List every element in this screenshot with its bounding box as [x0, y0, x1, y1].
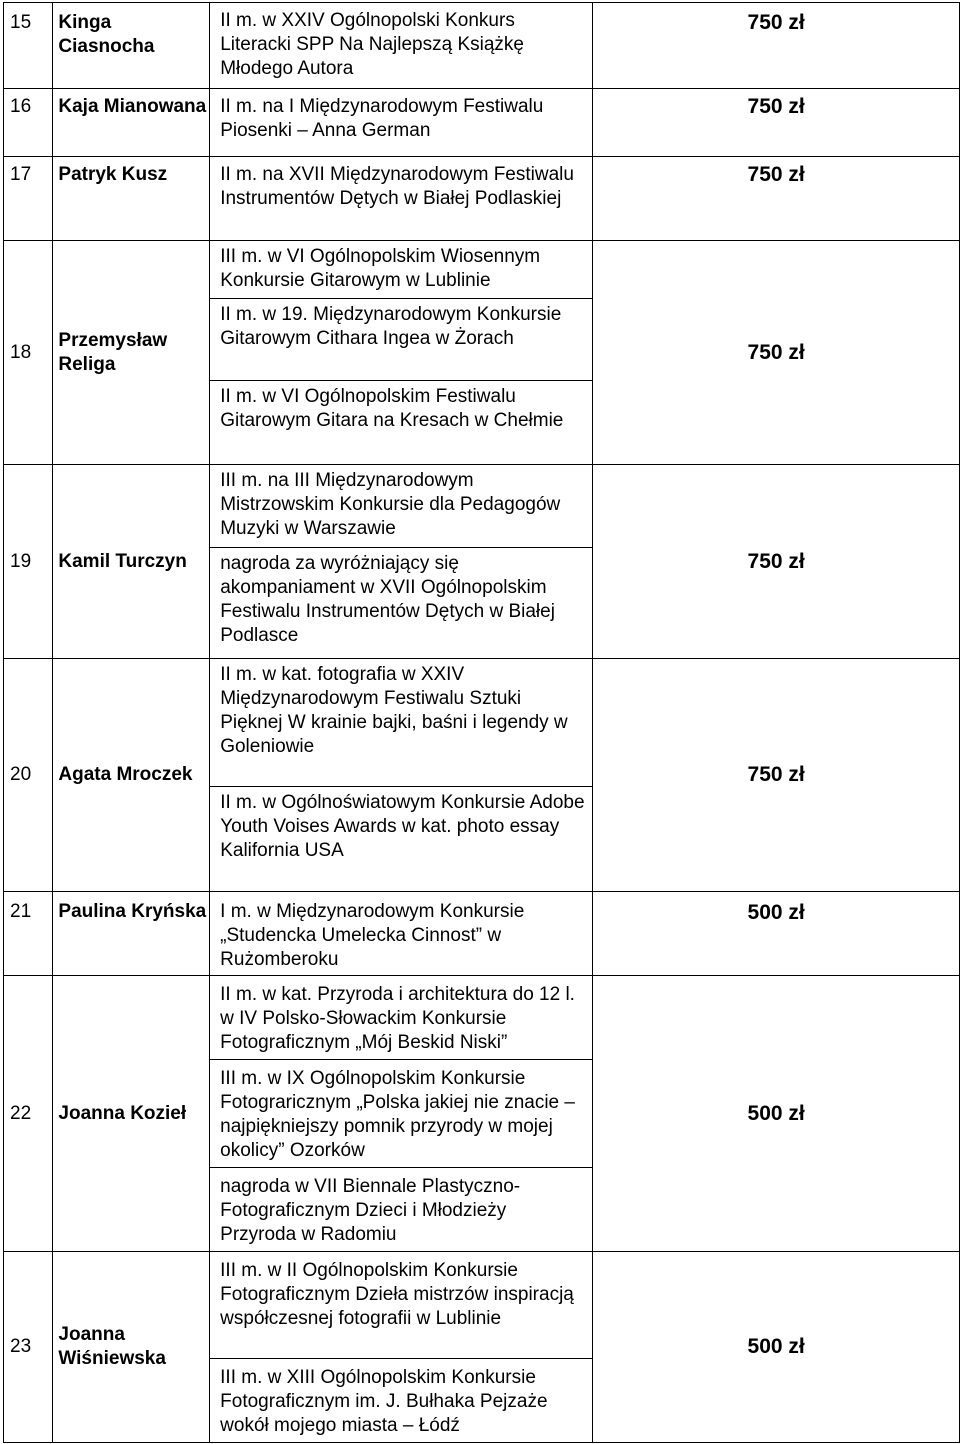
- table-row: [4, 465, 960, 548]
- student-name: Kinga Ciasnocha: [53, 3, 210, 89]
- table-row: [4, 892, 960, 976]
- award-amount: 500 zł: [593, 1252, 960, 1443]
- award-text: II m. w Ogólnoświatowym Konkursie Adobe Youth Voises Awards w kat. photo essay Kalifornia USA: [210, 787, 593, 892]
- table-row: [4, 89, 960, 157]
- row-number: 18: [4, 241, 53, 465]
- row-number: 23: [4, 1252, 53, 1443]
- award-amount: 500 zł: [593, 892, 960, 976]
- table-row: [4, 241, 960, 299]
- award-text: II m. w kat. Przyroda i architektura do 12 l. w IV Polsko-Słowackim Konkursie Fotograficznym „Mój Beskid Niski”: [210, 976, 593, 1060]
- row-number: 16: [4, 89, 53, 157]
- student-name: Joanna Wiśniewska: [53, 1252, 210, 1443]
- row-number: 22: [4, 976, 53, 1252]
- table-row: [4, 976, 960, 1060]
- table-row: [4, 3, 960, 89]
- row-number: 15: [4, 3, 53, 89]
- award-text: II m. na XVII Międzynarodowym Festiwalu Instrumentów Dętych w Białej Podlaskiej: [210, 157, 593, 241]
- award-text: II m. w 19. Międzynarodowym Konkursie Gitarowym Cithara Ingea w Żorach: [210, 299, 593, 381]
- award-amount: 750 zł: [593, 89, 960, 157]
- award-amount: 750 zł: [593, 659, 960, 892]
- award-text: nagroda za wyróżniający się akompaniament w XVII Ogólnopolskim Festiwalu Instrumentów Dętych w Białej Podlasce: [210, 548, 593, 659]
- table-row: [4, 659, 960, 787]
- award-amount: 500 zł: [593, 976, 960, 1252]
- row-number: 21: [4, 892, 53, 976]
- award-text: III m. w VI Ogólnopolskim Wiosennym Konkursie Gitarowym w Lublinie: [210, 241, 593, 299]
- student-name: Kamil Turczyn: [53, 465, 210, 659]
- award-text: III m. na III Międzynarodowym Mistrzowskim Konkursie dla Pedagogów Muzyki w Warszawie: [210, 465, 593, 548]
- row-number: 19: [4, 465, 53, 659]
- student-name: Przemysław Religa: [53, 241, 210, 465]
- award-text: III m. w II Ogólnopolskim Konkursie Fotograficznym Dzieła mistrzów inspiracją współczesnej fotografii w Lublinie: [210, 1252, 593, 1359]
- award-text: nagroda w VII Biennale Plastyczno-Fotograficznym Dzieci i Młodzieży Przyroda w Radomiu: [210, 1168, 593, 1252]
- student-name: Paulina Kryńska: [53, 892, 210, 976]
- student-name: Joanna Kozieł: [53, 976, 210, 1252]
- awards-table-1: [3, 2, 960, 892]
- award-text: II m. w XXIV Ogólnopolski Konkurs Literacki SPP Na Najlepszą Książkę Młodego Autora: [210, 3, 593, 89]
- award-amount: 750 zł: [593, 465, 960, 659]
- student-name: Patryk Kusz: [53, 157, 210, 241]
- award-amount: 750 zł: [593, 157, 960, 241]
- student-name: Agata Mroczek: [53, 659, 210, 892]
- award-text: III m. w XIII Ogólnopolskim Konkursie Fotograficznym im. J. Bułhaka Pejzaże wokół mojego miasta – Łódź: [210, 1359, 593, 1443]
- award-text: I m. w Międzynarodowym Konkursie „Studencka Umelecka Cinnost” w Rużomberoku: [210, 892, 593, 976]
- student-name: Kaja Mianowana: [53, 89, 210, 157]
- award-text: III m. w IX Ogólnopolskim Konkursie Fotograricznym „Polska jakiej nie znacie – najpiękniejszy pomnik przyrody w mojej okolicy” Ozorków: [210, 1060, 593, 1168]
- award-text: II m. na I Międzynarodowym Festiwalu Piosenki – Anna German: [210, 89, 593, 157]
- award-text: II m. w VI Ogólnopolskim Festiwalu Gitarowym Gitara na Kresach w Chełmie: [210, 381, 593, 465]
- table-row: [4, 157, 960, 241]
- award-amount: 750 zł: [593, 3, 960, 89]
- award-text: II m. w kat. fotografia w XXIV Międzynarodowym Festiwalu Sztuki Pięknej W krainie bajki, baśni i legendy w Goleniowie: [210, 659, 593, 787]
- awards-table-2: [3, 891, 960, 1443]
- table-row: [4, 1252, 960, 1359]
- row-number: 17: [4, 157, 53, 241]
- award-amount: 750 zł: [593, 241, 960, 465]
- row-number: 20: [4, 659, 53, 892]
